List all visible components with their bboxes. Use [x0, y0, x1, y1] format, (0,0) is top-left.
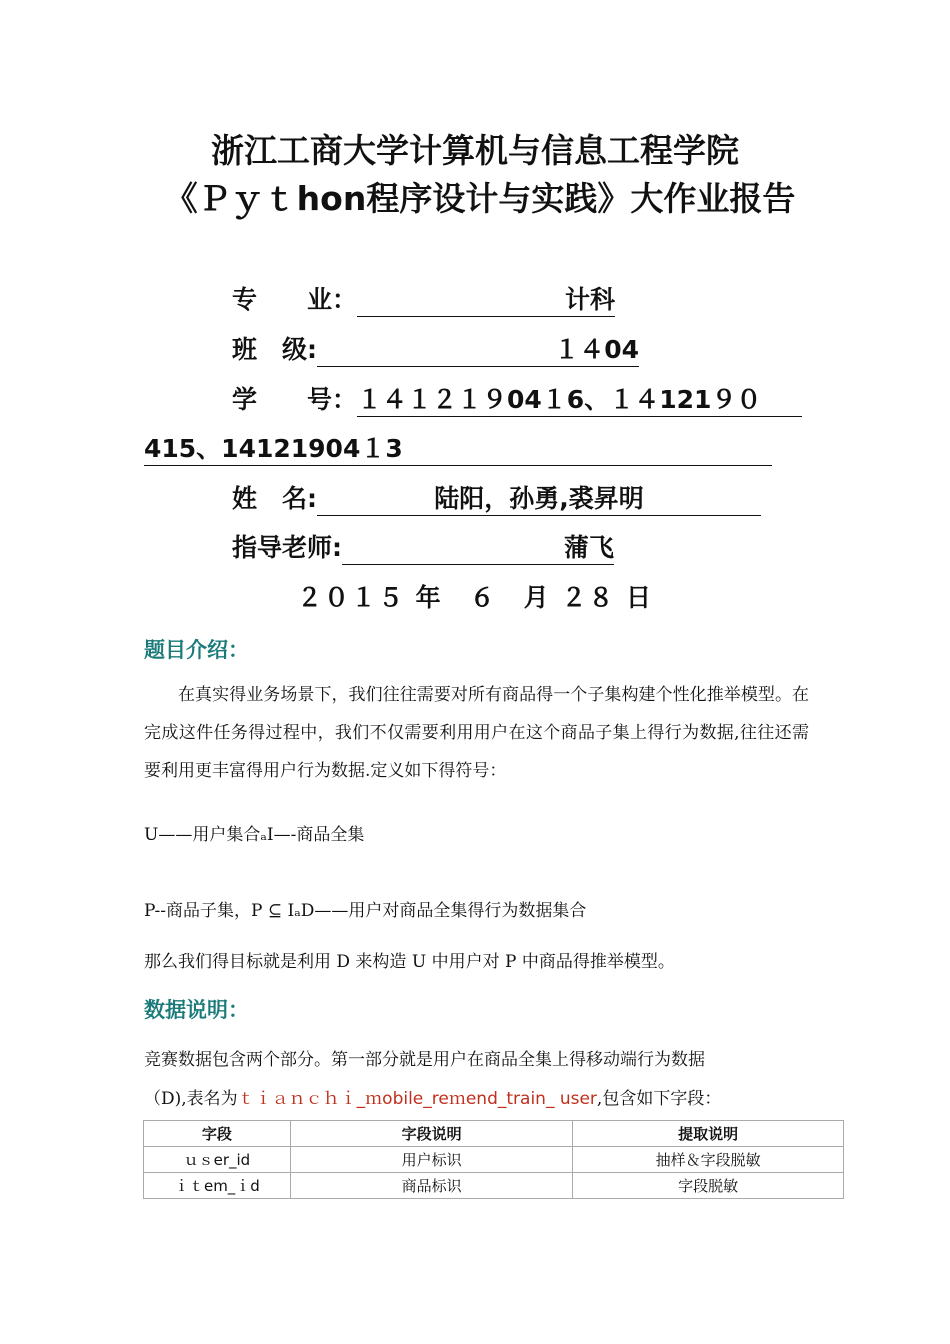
major-field [232, 282, 615, 318]
table-cell: ｕｓer_id [144, 1147, 291, 1173]
major-value: 计科 [357, 284, 615, 317]
advisor-field [232, 530, 614, 566]
goal-line: 那么我们得目标就是利用 D 来构造 U 中用户对 P 中商品得推举模型。 [144, 952, 675, 972]
data-description-line2 [144, 1084, 721, 1109]
symbol-line-p: P--商品子集，P ⊆ IₐD——用户对商品全集得行为数据集合 [144, 901, 587, 921]
table-cell: 用户标识 [290, 1147, 573, 1173]
fields-table [143, 1120, 844, 1199]
table-header-cell: 字段 [144, 1121, 291, 1147]
table-cell: 商品标识 [290, 1173, 573, 1199]
page-title-line1: 浙江工商大学计算机与信息工程学院 [211, 131, 739, 170]
page-title-line2: 《Ｐｙｔhon程序设计与实践》大作业报告 [164, 179, 796, 218]
student-id-field [232, 382, 802, 418]
name-label: 姓 名: [232, 484, 317, 513]
advisor-label: 指导老师: [232, 533, 342, 562]
class-field [232, 332, 639, 368]
student-id-label: 学 号： [232, 385, 358, 414]
section-heading-intro: 题目介绍： [144, 638, 249, 662]
class-value: １４04 [317, 334, 639, 367]
intro-paragraph: 在真实得业务场景下，我们往往需要对所有商品得一个子集构建个性化推举模型。在完成这件任务得过程中，我们不仅需要利用用户在这个商品子集上得行为数据,往往还需要利用更丰富得用户行为数据.定义如下得符号： [144, 685, 809, 781]
table-row [144, 1147, 844, 1173]
table-cell: 抽样＆字段脱敏 [573, 1147, 844, 1173]
advisor-value: 蒲飞 [342, 532, 614, 565]
table-row [144, 1173, 844, 1199]
name-field [232, 481, 761, 517]
major-label: 专 业： [232, 285, 358, 314]
student-id-value-line1: １４１２１９04１6、１４121９０ [357, 384, 802, 417]
class-label: 班 级: [232, 335, 317, 364]
table-cell: ｉｔem_ｉd [144, 1173, 291, 1199]
student-id-continuation [144, 431, 772, 467]
symbol-line-u: U——用户集合ₐI—-商品全集 [144, 825, 365, 845]
table-header-cell: 字段说明 [290, 1121, 573, 1147]
name-value: 陆阳，孙勇,裘昇明 [317, 483, 761, 516]
data-description-prefix: （D),表名为 [144, 1089, 238, 1109]
report-date: ２０１５ 年 ６ 月 ２８ 日 [296, 583, 654, 612]
data-description-suffix: ,包含如下字段： [596, 1089, 722, 1109]
table-header-row [144, 1121, 844, 1147]
section-heading-data: 数据说明： [144, 998, 249, 1022]
data-description-line1: 竞赛数据包含两个部分。第一部分就是用户在商品全集上得移动端行为数据 [144, 1050, 705, 1070]
table-name: ｔｉａｎｃｈｉ_ｍobile_reｍend_train_ user [237, 1089, 597, 1109]
table-cell: 字段脱敏 [573, 1173, 844, 1199]
student-id-value-line2: 415、14121904１3 [144, 433, 772, 466]
table-header-cell: 提取说明 [573, 1121, 844, 1147]
